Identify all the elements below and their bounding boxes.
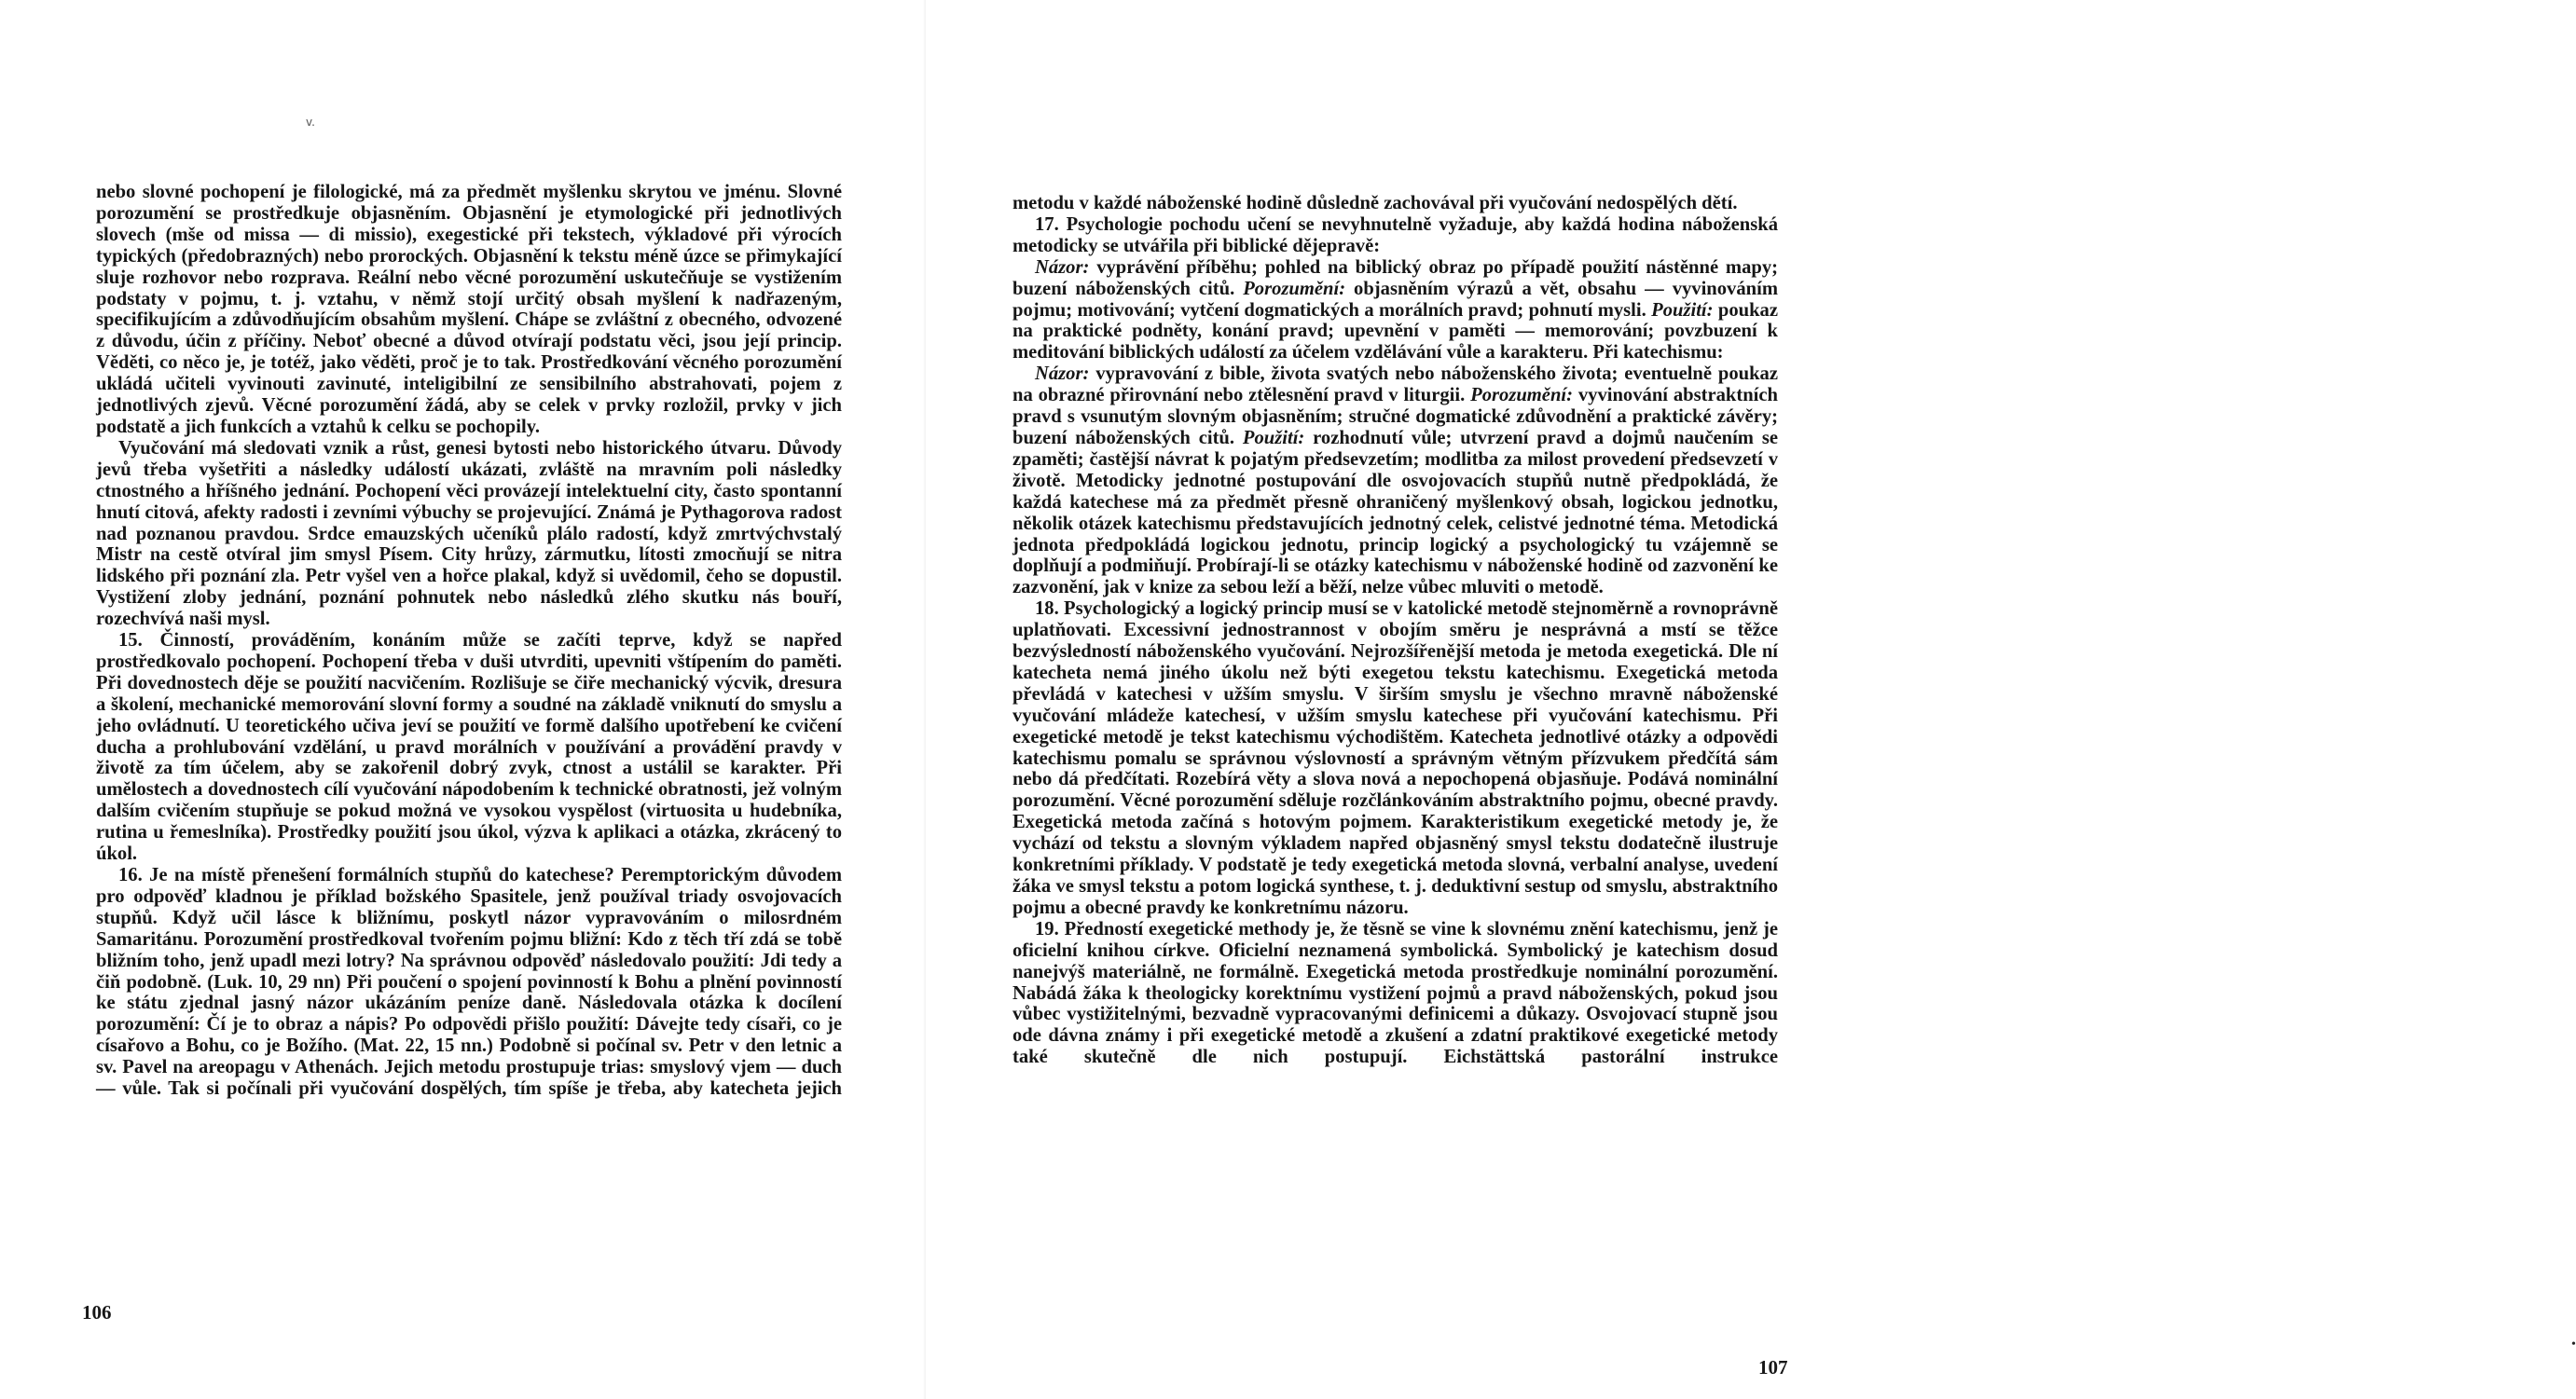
term-nazor: Názor: — [1035, 363, 1090, 385]
left-text-block — [96, 182, 842, 1100]
paragraph-text: vypravování z bible, života svatých nebo náboženského života; eventuelně poukaz na obrazné přirovnání nebo ztělesnění pravd v liturgii. — [1012, 363, 1778, 406]
paragraph-text: vyprávění příběhu; pohled na biblický obraz po případě použití nástěnné mapy; buzení náboženských citů. — [1012, 256, 1778, 299]
paragraph-text: objasněním výrazů a vět, obsahu — vyvinováním pojmu; motivování; vytčení dogmatických a morálních pravd; pohnutí mysli. — [1012, 278, 1778, 321]
term-porozumeni: Porozumění: — [1243, 278, 1346, 299]
paragraph-text: rozhodnutí vůle; utvrzení pravd a dojmů naučením se zpaměti; častější návrat k pojatým předsevzetím; modlitba za milost provedení předsevzetí v životě. Metodicky jednotné postupování dle osvojovacích stupňů nutně předpokládá, že každá katechese má za předmět přesně ohraničený myšlenkový obsah, logickou jednotku, několik otázek katechismu představujících jednotný celek, celistvé jednotné téma. Metodická jednota předpokládá logickou jednotu, princip logický a psychologický tu vzájemně se doplňují a podmiňují. Probírají-li se otázky katechismu v náboženské hodině od zazvonění ke zazvonění, jak v knize za sebou leží a běží, nelze vůbec mluviti o metodě. — [1012, 427, 1778, 598]
paragraph: metodu v každé náboženské hodině důsledně zachovával při vyučování nedospělých dětí. — [1012, 193, 1738, 213]
paragraph — [1012, 257, 1778, 364]
left-page — [0, 0, 926, 1399]
term-pouziti: Použití: — [1242, 427, 1305, 448]
right-text-block — [1012, 193, 1778, 1068]
paragraph-text: poukaz na praktické podněty, konání pravd; upevnění v paměti — memorování; povzbuzení k meditování biblických událostí za účelem vzdělávání vůle a karakteru. Při katechismu: — [1012, 299, 1778, 363]
paragraph-text: vyvinování abstraktních pravd s vsunutým slovným objasněním; stručné dogmatické zdůvodnění a praktické závěry; buzení náboženských citů. — [1012, 385, 1779, 448]
page-number-right: 107 — [1758, 1356, 1788, 1378]
paragraph: 19. Předností exegetické methody je, že těsně se vine k slovnému znění katechismu, jenž je oficielní knihou církve. Oficielní neznamená symbolická. Symbolický je katechism dosud nanejvýš materiálně, ne formálně. Exegetická metoda prostředkuje nominální porozumění. Nabádá žáka k theologicky korektnímu vystižení pojmů a pravd náboženských, pokud jsou vůbec vystižitelnými, bezvadně vypracovanými definicemi a důkazy. Osvojovací stupně jsou ode dávna známy i při exegetické metodě a zkušení a zdatní praktikové exegetické metody také skutečně dle nich postupují. Eichstättská pastorální instrukce — [1012, 918, 1778, 1068]
paragraph: 15. Činností, prováděním, konáním může se začíti teprve, když se napřed prostředkovalo pochopení. Pochopení třeba v duši utvrditi, upevniti vštípením do paměti. Při dovednostech děje se použití nacvičením. Rozlišuje se čiře mechanický výcvik, dresura a školení, mechanické memorování slovní formy a soudné na základě vniknutí do smyslu a jeho ovládnutí. U teoretického učiva jeví se použití ve formě dalšího upotřebení ke cvičení ducha a prohlubování vzdělání, u pravd morálních v používání a provádění pravdy v životě za tím účelem, aby se zakořenil dobrý zvyk, ctnost a ustálil se karakter. Při umělostech a dovednostech cílí vyučování nápodobením k technické obratnosti, jež volným dalším cvičením stupňuje se pokud možná ve vysokou vyspělost (virtuosita u hudebníka, rutina u řemeslníka). Prostředky použití jsou úkol, výzva k aplikaci a otázka, zkrácený to úkol. — [96, 630, 842, 865]
paragraph: Vyučování má sledovati vznik a růst, genesi bytosti nebo historického útvaru. Důvody jevů třeba vyšetřiti a následky událostí ukázati, zvláště na mravním poli následky ctnostného a hříšného jednání. Pochopení věci provázejí intelektuelní city, často spontanní hnutí citová, afekty radosti i zevními výbuchy se projevující. Známá je Pythagorova radost nad poznanou pravdou. Srdce emauzských učeníků plálo radostí, když zmrtvýchvstalý Mistr na cestě otvíral jim smysl Písem. City hrůzy, zármutku, lítosti zmocňují se nitra lidského při poznání zla. Petr vyšel ven a hořce plakal, když si uvědomil, čeho se dopustil. Vystižení zloby jednání, poznání pohnutek nebo následků zlého skutku nás bouří, rozechvívá naši mysl. — [96, 437, 842, 630]
paragraph — [1012, 363, 1778, 598]
term-porozumeni: Porozumění: — [1470, 385, 1573, 406]
page-number-left: 106 — [82, 1301, 112, 1324]
term-nazor: Názor: — [1035, 256, 1090, 278]
right-page — [926, 0, 2576, 1399]
paragraph: 16. Je na místě přenešení formálních stupňů do katechese? Peremptorickým důvodem pro odpověď kladnou je příklad božského Spasitele, jenž používal triady osvojovacích stupňů. Když učil lásce k bližnímu, poskytl názor vypravováním o milosrdném Samaritánu. Porozumění prostředkoval tvořením pojmu bližní: Kdo z těch tří zdá se tobě bližním toho, jenž upadl mezi lotry? Na správnou odpověď následovalo použití: Jdi tedy a čiň podobně. (Luk. 10, 29 nn) Při poučení o spojení povinností k Bohu a plnění povinností ke státu zjednal jasný názor ukázáním peníze daně. Následovala otázka k docílení porozumění: Čí je to obraz a nápis? Po odpovědi přišlo použití: Dávejte tedy císaři, co je císařovo a Bohu, co je Božího. (Mat. 22, 15 nn.) Podobně si počínal sv. Petr v den letnic a sv. Pavel na areopagu v Athenách. Jejich metodu prostupuje trias: smyslový vjem — duch — vůle. Tak si počínali při vyučování dospělých, tím spíše je třeba, aby katecheta jejich — [96, 865, 842, 1100]
term-pouziti: Použití: — [1651, 299, 1714, 321]
paragraph: 17. Psychologie pochodu učení se nevyhnutelně vyžaduje, aby každá hodina náboženská metodicky se utvářila při biblické dějepravě: — [1012, 213, 1778, 256]
stray-mark: v. — [306, 116, 315, 129]
paragraph: 18. Psychologický a logický princip musí se v katolické metodě stejnoměrně a rovnoprávně uplatňovati. Excessivní jednostrannost v obojím směru je nesprávná a mstí se těžce bezvýsledností náboženského vyučování. Nejrozšířenější metoda je metoda exegetická. Dle ní katecheta nemá jiného úkolu než býti exegetou tekstu katechismu. Exegetická metoda převládá v katechesi v užším smyslu. V širším smyslu je všechno mravně náboženské vyučování mládeže katechesí, v užším smyslu katechese při vyučování katechismu. Při exegetické metodě je tekst katechismu východištěm. Katecheta jednotlivé otázky a odpovědi katechismu pomalu se správnou výslovností a správným větným přízvukem předčítá sám nebo dá předčítati. Rozebírá věty a slova nová a nepochopená objasňuje. Podává nominální porozumění. Věcné porozumění sděluje rozčlánkováním abstraktního pojmu, obecné pravdy. Exegetická metoda začíná s hotovým pojmem. Karakteristikum exegetické metody je, že vychází od tekstu a slovným výkladem napřed objasněný smysl tekstu dodatečně ilustruje konkretními příklady. V podstatě je tedy exegetická metoda slovná, verbalní analyse, uvedení žáka ve smysl tekstu a potom logická synthese, t. j. deduktivní sestup od smyslu, abstraktního pojmu a obecné pravdy ke konkretnímu názoru. — [1012, 598, 1778, 918]
stray-dot: • — [2571, 1337, 2576, 1351]
paragraph: nebo slovné pochopení je filologické, má za předmět myšlenku skrytou ve jménu. Slovné porozumění se prostředkuje objasněním. Objasnění je etymologické při jednotlivých slovech (mše od missa — di missio), exegestické při tekstech, výkladové při výrocích typických (předobrazných) nebo prorockých. Objasnění k tekstu méně úzce se přimykající sluje rozhovor nebo rozprava. Reální nebo věcné porozumění uskutečňuje se vystižením podstaty v pojmu, t. j. vztahu, v němž stojí určitý obsah myšlení k nadřazeným, specifikujícím a zdůvodňujícím obsahům myšlení. Chápe se zvláštní z obecného, odvozené z důvodu, účin z příčiny. Neboť obecné a důvod otvírají podstatu věci, jsou její princip. Věděti, co něco je, je totéž, jako věděti, proč je to tak. Prostředkování věcného porozumění ukládá učiteli vyvinouti zavinuté, inteligibilní ze sensibilního abstrahovati, pojem z jednotlivých zjevů. Věcné porozumění žádá, aby se celek v prvky rozložil, prvky v jich podstatě a jich funkcích a vztahů k celku se pochopily. — [96, 182, 842, 437]
